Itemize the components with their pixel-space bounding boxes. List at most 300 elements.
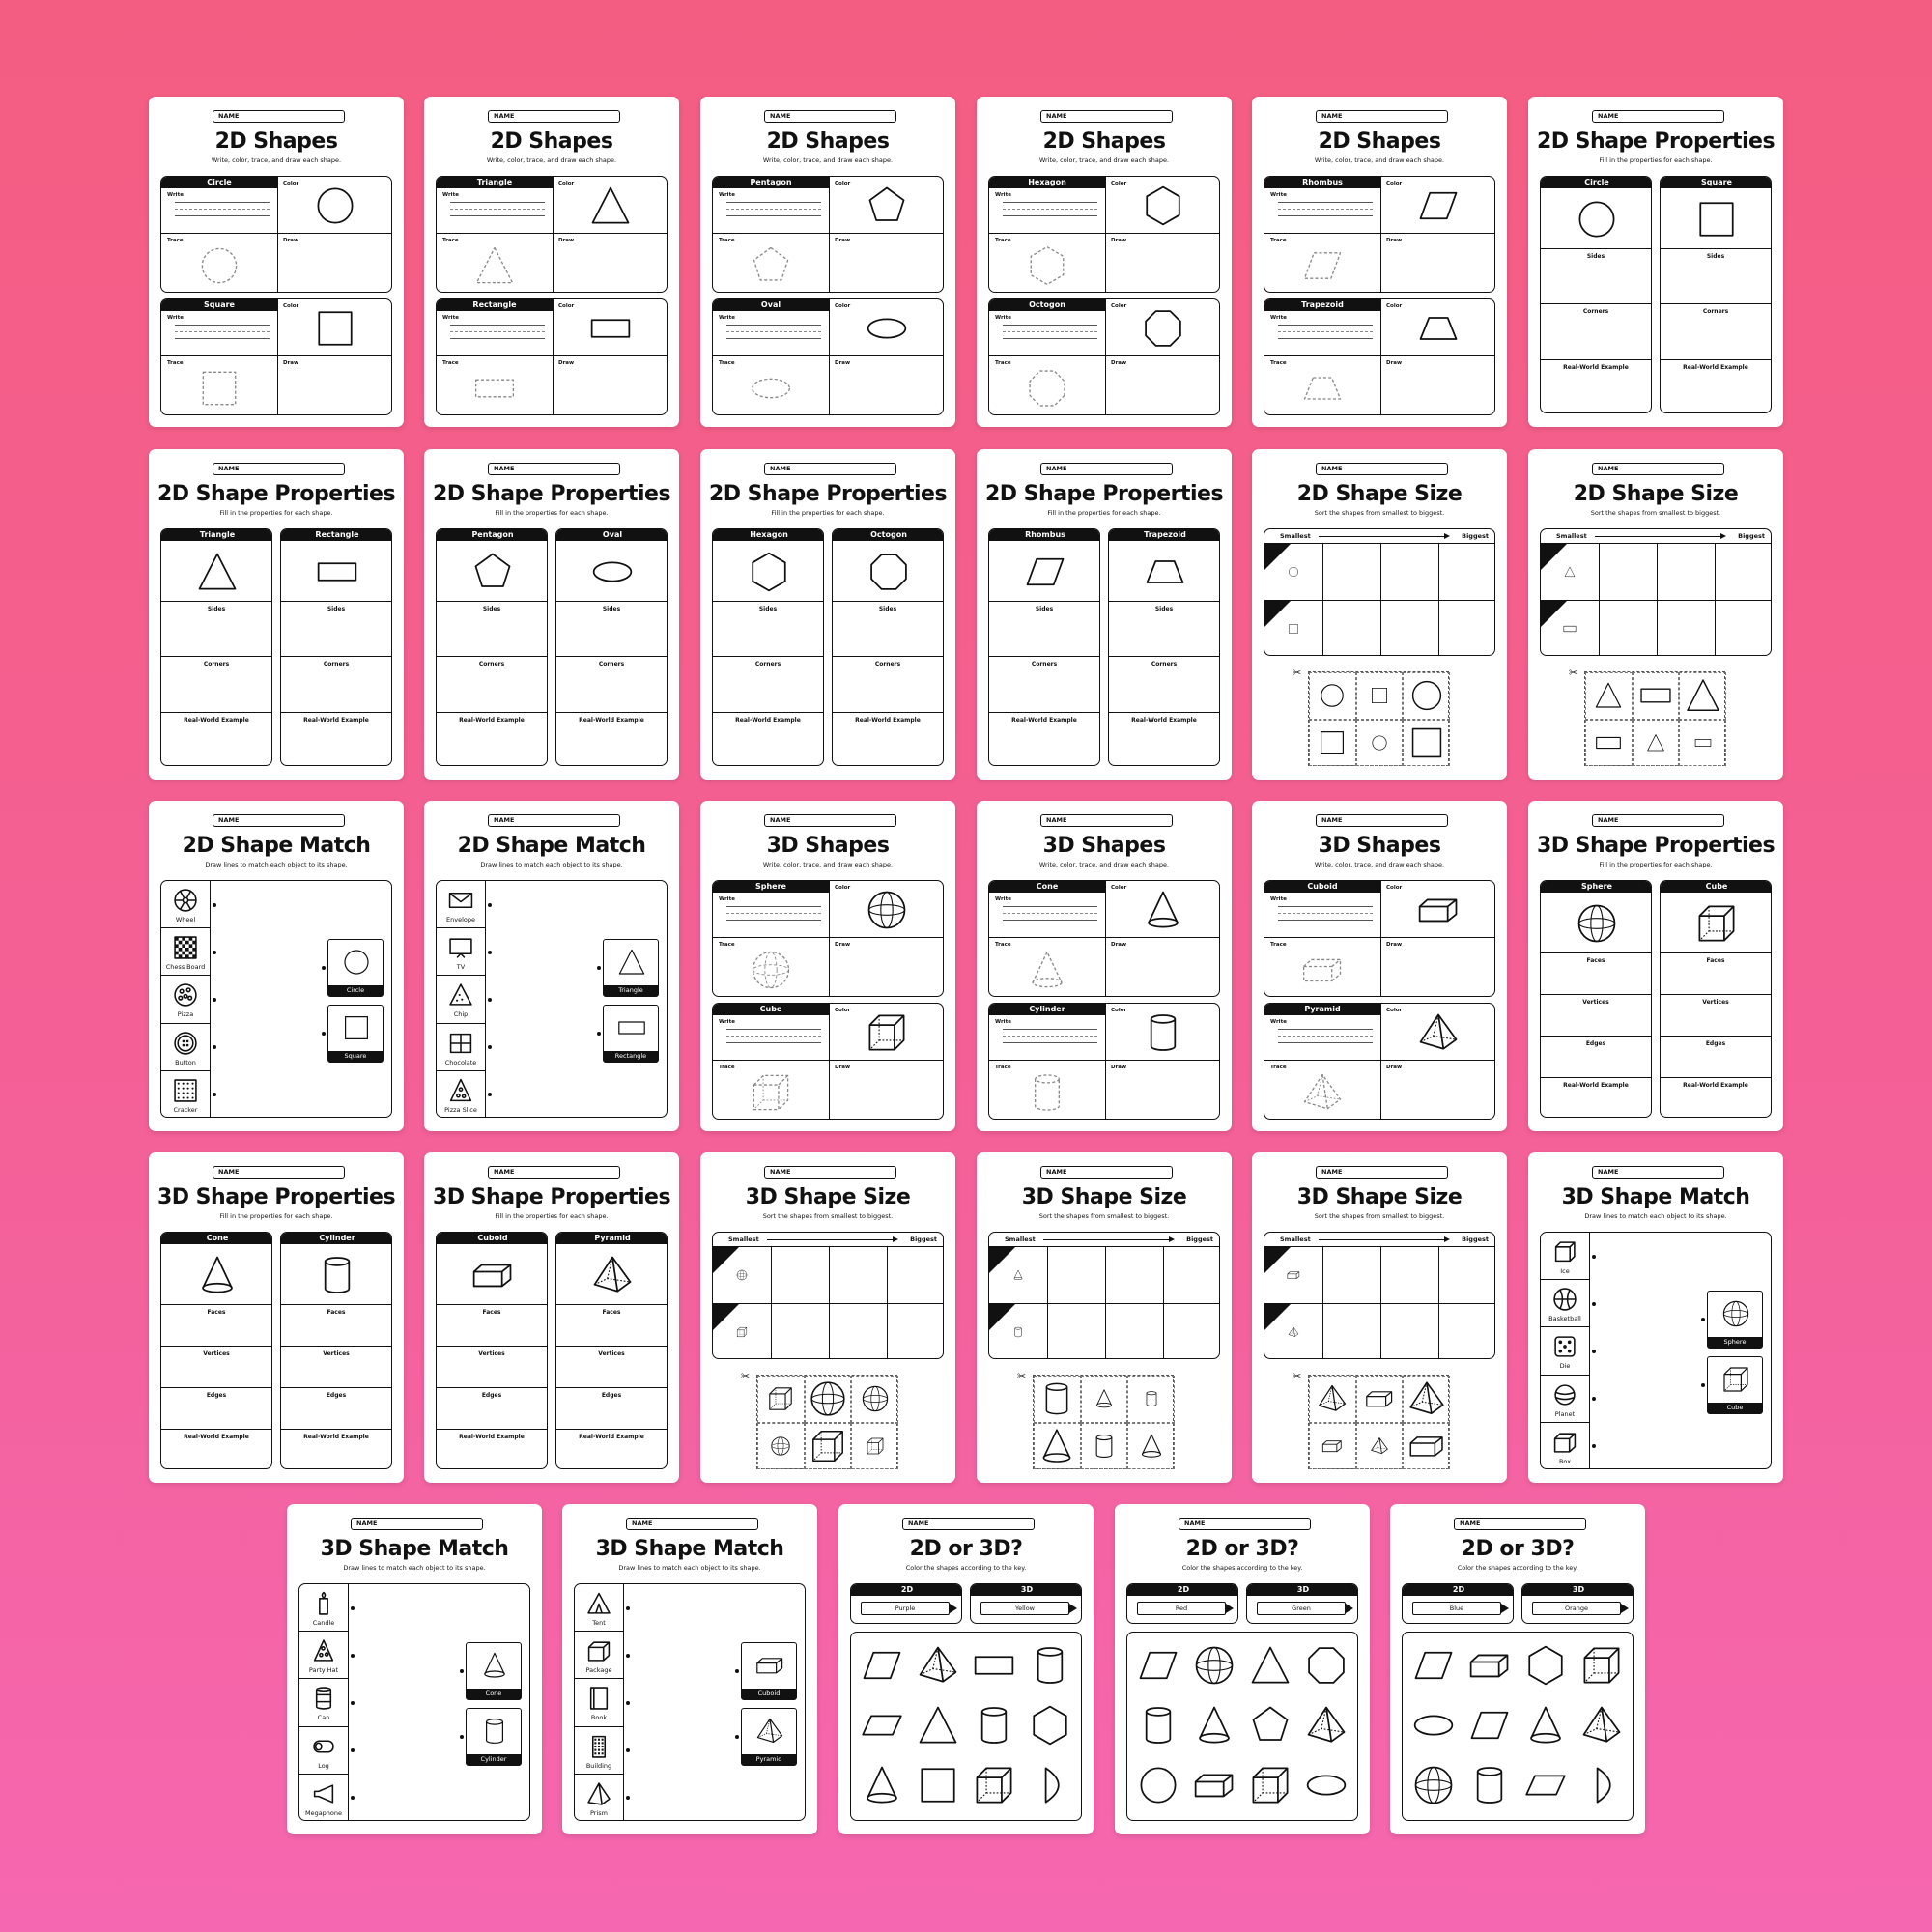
divider [1380, 1246, 1381, 1359]
color-label: Color [1111, 181, 1127, 186]
rhombus-icon [1417, 185, 1460, 227]
biggest-label: Biggest [1738, 532, 1765, 540]
name-field[interactable]: NAME [764, 1166, 896, 1179]
cracker-icon [173, 1078, 198, 1103]
property-label: Sides [482, 606, 501, 612]
shape-card [1707, 1291, 1763, 1349]
name-field[interactable]: NAME [1316, 463, 1448, 475]
object-label: Chip [453, 1010, 469, 1019]
trace-label: Trace [1270, 360, 1287, 366]
cube-trace-icon [750, 1071, 792, 1114]
hexagon-icon [1524, 1644, 1567, 1687]
cone-icon [1193, 1704, 1236, 1747]
match-dot[interactable] [351, 1654, 355, 1658]
shape-card-label: Circle [328, 985, 383, 996]
color-label: Color [1386, 303, 1403, 309]
match-dot[interactable] [597, 1032, 601, 1036]
match-dot[interactable] [1701, 1383, 1705, 1387]
square-icon [314, 307, 356, 350]
divider [713, 355, 944, 356]
name-field[interactable]: NAME [764, 463, 896, 475]
name-field[interactable]: NAME [488, 814, 620, 827]
pyramid-icon [917, 1644, 959, 1687]
name-field[interactable]: NAME [213, 463, 345, 475]
color-key [1246, 1583, 1358, 1624]
write-label: Write [719, 315, 735, 321]
match-dot[interactable] [351, 1606, 355, 1610]
page-title: 3D Shape Size [1021, 1185, 1187, 1209]
trace-label: Trace [167, 238, 184, 243]
write-line [1278, 1029, 1373, 1030]
biggest-label: Biggest [910, 1236, 937, 1243]
wheel-icon [173, 888, 198, 913]
object-label: Chess Board [165, 963, 206, 972]
divider [1105, 881, 1106, 997]
property-card [160, 528, 272, 766]
page-subtitle: Fill in the properties for each shape. [219, 1212, 333, 1220]
candle-icon [311, 1591, 336, 1616]
color-label: Color [835, 303, 851, 309]
divider [1661, 303, 1772, 304]
crayon: Yellow [980, 1602, 1069, 1615]
write-label: Write [719, 896, 735, 902]
rectangle-icon [316, 551, 358, 593]
key-heading: 3D [971, 1584, 1082, 1596]
log-icon [311, 1734, 336, 1759]
smallest-label: Smallest [1280, 532, 1311, 540]
crayon-tip [1346, 1604, 1353, 1613]
match-dot[interactable] [1592, 1350, 1596, 1353]
pyramid-icon [1317, 1383, 1348, 1414]
color-label: Color [558, 181, 575, 186]
cuboid-icon [1321, 1435, 1343, 1457]
match-dot[interactable] [626, 1796, 630, 1800]
shape-name-label: Circle [1541, 177, 1652, 188]
shape-card [327, 939, 384, 997]
divider [553, 177, 554, 293]
property-label: Sides [878, 606, 897, 612]
shape-name-label: Pentagon [437, 529, 548, 541]
worksheet-page [700, 1152, 955, 1483]
scissors-icon: ✂ [1569, 667, 1578, 679]
scissors-icon: ✂ [1017, 1370, 1027, 1382]
divider [829, 299, 830, 415]
object-label: Can [317, 1714, 330, 1722]
match-dot[interactable] [1592, 1397, 1596, 1401]
property-label: Real-World Example [855, 716, 921, 724]
color-label: Color [283, 303, 299, 309]
object-label: TV [456, 963, 466, 972]
divider [887, 1246, 888, 1359]
divider [713, 233, 944, 234]
page-title: 2D or 3D? [909, 1537, 1023, 1561]
property-label: Real-World Example [184, 716, 249, 724]
crayon-tip [1621, 1604, 1629, 1613]
cutout-grid [1584, 671, 1725, 766]
sphere-trace-icon [750, 949, 792, 991]
parallelogram-icon [1524, 1764, 1567, 1806]
match-dot[interactable] [322, 1032, 326, 1036]
shape-card-label: Cylinder [467, 1754, 521, 1765]
cone-icon [861, 1764, 903, 1806]
page-subtitle: Write, color, trace, and draw each shape. [1038, 156, 1170, 164]
trace-label: Trace [719, 360, 735, 366]
match-board [436, 880, 668, 1118]
match-dot[interactable] [626, 1748, 630, 1752]
divider [1109, 656, 1220, 657]
property-card [1540, 880, 1652, 1118]
match-dot[interactable] [488, 903, 492, 907]
match-dot[interactable] [626, 1701, 630, 1705]
match-dot[interactable] [735, 1669, 739, 1673]
oval-icon [866, 307, 908, 350]
match-dot[interactable] [597, 966, 601, 970]
match-dot[interactable] [1701, 1318, 1705, 1321]
write-line [1278, 920, 1373, 921]
name-field[interactable]: NAME [488, 1166, 620, 1179]
shape-name-label: Triangle [437, 177, 553, 188]
octagon-icon [867, 551, 910, 593]
worksheet-page [977, 1152, 1232, 1483]
match-board [574, 1583, 806, 1821]
match-dot[interactable] [213, 951, 216, 954]
cube-icon [1721, 1365, 1750, 1394]
property-label: Faces [602, 1309, 621, 1316]
property-label: Faces [1706, 957, 1725, 964]
property-label: Corners [1031, 661, 1058, 668]
name-field[interactable]: NAME [1040, 463, 1173, 475]
name-field[interactable]: NAME [351, 1518, 483, 1530]
object-label: Book [590, 1714, 608, 1722]
page-title: 2D or 3D? [1185, 1537, 1299, 1561]
divider [1380, 177, 1381, 293]
property-card [1660, 176, 1772, 413]
match-dot[interactable] [488, 998, 492, 1002]
shape-field [850, 1632, 1082, 1821]
divider [437, 1346, 548, 1347]
shape-card [327, 1005, 384, 1063]
write-line [1278, 338, 1373, 339]
cuboid-icon [1468, 1644, 1511, 1687]
arrow-line [767, 1239, 895, 1240]
write-label: Write [442, 315, 459, 321]
key-heading: 2D [1403, 1584, 1514, 1596]
write-line [1278, 215, 1373, 216]
write-line [726, 325, 821, 326]
property-card [555, 1232, 668, 1469]
match-dot[interactable] [460, 1669, 464, 1673]
property-label: Real-World Example [184, 1434, 249, 1440]
practice-block [988, 880, 1220, 997]
divider [989, 937, 1220, 938]
match-dot[interactable] [1592, 1444, 1596, 1448]
divider [713, 712, 824, 713]
cutout-grid [756, 1375, 897, 1469]
name-field[interactable]: NAME [213, 814, 345, 827]
name-field[interactable]: NAME [626, 1518, 758, 1530]
write-line [1003, 209, 1097, 210]
object-label: Ice [1560, 1267, 1570, 1275]
name-field[interactable]: NAME [1592, 463, 1724, 475]
property-label: Real-World Example [1011, 716, 1077, 724]
name-field[interactable]: NAME [902, 1518, 1035, 1530]
megaphone-icon [311, 1781, 336, 1806]
divider [829, 177, 830, 293]
divider [348, 1584, 349, 1821]
property-label: Corners [754, 661, 781, 668]
divider [1541, 1036, 1652, 1037]
match-dot[interactable] [1592, 1302, 1596, 1306]
crayon: Red [1137, 1602, 1226, 1615]
object-label: Candle [312, 1619, 335, 1627]
property-label: Sides [1706, 253, 1725, 260]
property-label: Vertices [203, 1350, 230, 1357]
page-subtitle: Sort the shapes from smallest to biggest. [1314, 509, 1445, 517]
name-field[interactable]: NAME [1179, 1518, 1311, 1530]
match-dot[interactable] [322, 966, 326, 970]
match-dot[interactable] [626, 1654, 630, 1658]
property-card [1108, 528, 1220, 766]
name-field[interactable]: NAME [213, 1166, 345, 1179]
divider [556, 601, 668, 602]
match-dot[interactable] [626, 1606, 630, 1610]
match-dot[interactable] [488, 1045, 492, 1049]
rhombus-icon [1137, 1644, 1179, 1687]
oval-icon [1412, 1704, 1455, 1747]
write-line [450, 215, 545, 216]
divider [281, 1304, 392, 1305]
property-label: Sides [758, 606, 778, 612]
shape-card [466, 1642, 522, 1700]
divider [833, 656, 944, 657]
property-card [1540, 176, 1652, 413]
package-icon [586, 1638, 611, 1663]
divider [556, 1387, 668, 1388]
match-dot[interactable] [351, 1748, 355, 1752]
name-field[interactable]: NAME [213, 110, 345, 123]
match-dot[interactable] [488, 1093, 492, 1096]
property-card [436, 528, 548, 766]
match-dot[interactable] [735, 1735, 739, 1739]
pizza-icon [173, 982, 198, 1008]
divider [1438, 1246, 1439, 1359]
object-label: Package [585, 1666, 612, 1675]
match-dot[interactable] [213, 903, 216, 907]
property-label: Real-World Example [1563, 1082, 1629, 1089]
divider [623, 1584, 624, 1821]
match-dot[interactable] [213, 1045, 216, 1049]
rhombus-icon [1468, 1704, 1511, 1747]
box-icon [1552, 1430, 1577, 1455]
shape-name-label: Oval [713, 299, 829, 311]
shape-name-label: Hexagon [989, 177, 1105, 188]
arrow-head [1169, 1236, 1175, 1242]
write-label: Write [719, 192, 735, 198]
match-dot[interactable] [460, 1735, 464, 1739]
divider [1322, 543, 1323, 656]
pentagon-icon [471, 551, 514, 593]
cone-icon [1094, 1388, 1115, 1409]
shape-name-label: Hexagon [713, 529, 824, 541]
match-dot[interactable] [1592, 1255, 1596, 1259]
write-line [1003, 202, 1097, 203]
match-dot[interactable] [351, 1796, 355, 1800]
property-label: Corners [1151, 661, 1178, 668]
divider [1322, 1246, 1323, 1359]
property-label: Vertices [598, 1350, 625, 1357]
property-label: Real-World Example [1131, 716, 1197, 724]
envelope-icon [448, 888, 473, 913]
name-field[interactable]: NAME [1316, 110, 1448, 123]
property-label: Edges [1705, 1040, 1726, 1047]
draw-label: Draw [1111, 1065, 1127, 1070]
triangle-icon [196, 551, 239, 593]
worksheet-page [424, 801, 679, 1131]
shape-name-label: Pyramid [1264, 1004, 1380, 1015]
name-field[interactable]: NAME [1316, 1166, 1448, 1179]
shape-card [603, 1005, 659, 1063]
rhombus-icon [861, 1644, 903, 1687]
page-title: 3D Shapes [766, 834, 890, 858]
divider [1661, 1036, 1772, 1037]
worksheet-page [424, 449, 679, 780]
triangle-icon [1594, 681, 1623, 710]
name-field[interactable]: NAME [1592, 814, 1724, 827]
square-trace-icon [198, 367, 241, 410]
property-card [1660, 880, 1772, 1118]
cylinder-icon [1012, 1326, 1024, 1338]
trace-label: Trace [995, 1065, 1011, 1070]
write-line [1003, 215, 1097, 216]
match-dot[interactable] [213, 1093, 216, 1096]
page-title: 3D Shapes [1318, 834, 1441, 858]
object-label: Die [1559, 1362, 1571, 1371]
name-field[interactable]: NAME [1040, 1166, 1173, 1179]
property-card [436, 1232, 548, 1469]
name-field[interactable]: NAME [1040, 814, 1173, 827]
sphere-icon [809, 1379, 847, 1418]
write-line [1003, 906, 1097, 907]
write-label: Write [1270, 896, 1287, 902]
write-line [726, 209, 821, 210]
write-line [175, 338, 270, 339]
page-subtitle: Fill in the properties for each shape. [495, 509, 609, 517]
match-dot[interactable] [351, 1701, 355, 1705]
pyramid-icon [755, 1717, 784, 1746]
write-line [726, 338, 821, 339]
name-field[interactable]: NAME [764, 110, 896, 123]
name-field[interactable]: NAME [764, 814, 896, 827]
chessboard-icon [173, 935, 198, 960]
name-field[interactable]: NAME [1454, 1518, 1586, 1530]
page-subtitle: Sort the shapes from smallest to biggest. [762, 1212, 894, 1220]
write-line [1278, 913, 1373, 914]
write-line [450, 209, 545, 210]
shape-name-label: Trapezoid [1264, 299, 1380, 311]
draw-label: Draw [1386, 1065, 1403, 1070]
shape-card-label: Square [328, 1051, 383, 1062]
name-field[interactable]: NAME [488, 110, 620, 123]
divider [161, 1387, 272, 1388]
object-label: Cracker [173, 1105, 198, 1114]
name-field[interactable]: NAME [1592, 110, 1724, 123]
shape-card [741, 1708, 797, 1766]
property-label: Faces [207, 1309, 226, 1316]
draw-label: Draw [558, 360, 575, 366]
draw-label: Draw [1111, 942, 1127, 948]
shape-name-label: Oval [556, 529, 668, 541]
page-subtitle: Color the shapes according to the key. [905, 1564, 1027, 1572]
square-icon [342, 1013, 371, 1042]
cuboid-icon [471, 1254, 514, 1296]
arrow-head [1444, 533, 1450, 539]
divider [713, 601, 824, 602]
match-board [160, 880, 392, 1118]
name-field[interactable]: NAME [1592, 1166, 1724, 1179]
write-line [450, 202, 545, 203]
color-label: Color [835, 1008, 851, 1013]
triangle-icon [617, 948, 646, 977]
match-dot[interactable] [213, 998, 216, 1002]
color-label: Color [1111, 1008, 1127, 1013]
name-field[interactable]: NAME [488, 463, 620, 475]
rectangle-icon [1595, 729, 1622, 756]
write-line [726, 913, 821, 914]
page-subtitle: Fill in the properties for each shape. [771, 509, 885, 517]
write-label: Write [1270, 192, 1287, 198]
property-label: Faces [482, 1309, 501, 1316]
color-label: Color [1386, 181, 1403, 186]
match-dot[interactable] [488, 951, 492, 954]
triangle-icon [1564, 566, 1576, 578]
divider [1657, 543, 1658, 656]
cone-icon [480, 1651, 509, 1680]
die-icon [1552, 1334, 1577, 1359]
cuboid-icon [755, 1651, 784, 1680]
shape-name-label: Cone [161, 1233, 272, 1244]
shape-card [741, 1642, 797, 1700]
color-label: Color [835, 885, 851, 891]
triangle-icon [589, 185, 632, 227]
divider [556, 1429, 668, 1430]
cube-icon [1695, 902, 1738, 945]
name-field[interactable]: NAME [1040, 110, 1173, 123]
name-field[interactable]: NAME [1316, 814, 1448, 827]
crayon-tip [1226, 1604, 1234, 1613]
square-icon [917, 1764, 959, 1806]
worksheet-page [1528, 449, 1783, 780]
divider [1264, 937, 1495, 938]
property-label: Corners [478, 661, 505, 668]
square-icon [1370, 686, 1389, 705]
page-subtitle: Write, color, trace, and draw each shape. [762, 156, 894, 164]
shape-name-label: Cuboid [1264, 881, 1380, 893]
worksheet-page [149, 1152, 404, 1483]
rectangle-icon [617, 1013, 646, 1042]
page-title: 3D Shape Properties [1536, 834, 1776, 858]
page-title: 2D Shape Properties [984, 482, 1224, 506]
practice-block [712, 298, 944, 415]
shape-name-label: Cylinder [989, 1004, 1105, 1015]
shape-name-label: Square [1661, 177, 1772, 188]
property-label: Real-World Example [303, 716, 369, 724]
draw-label: Draw [558, 238, 575, 243]
property-label: Sides [1586, 253, 1605, 260]
page-subtitle: Color the shapes according to the key. [1181, 1564, 1303, 1572]
object-label: Button [175, 1058, 196, 1066]
arrow-line [1319, 536, 1446, 537]
circle-icon [314, 185, 356, 227]
